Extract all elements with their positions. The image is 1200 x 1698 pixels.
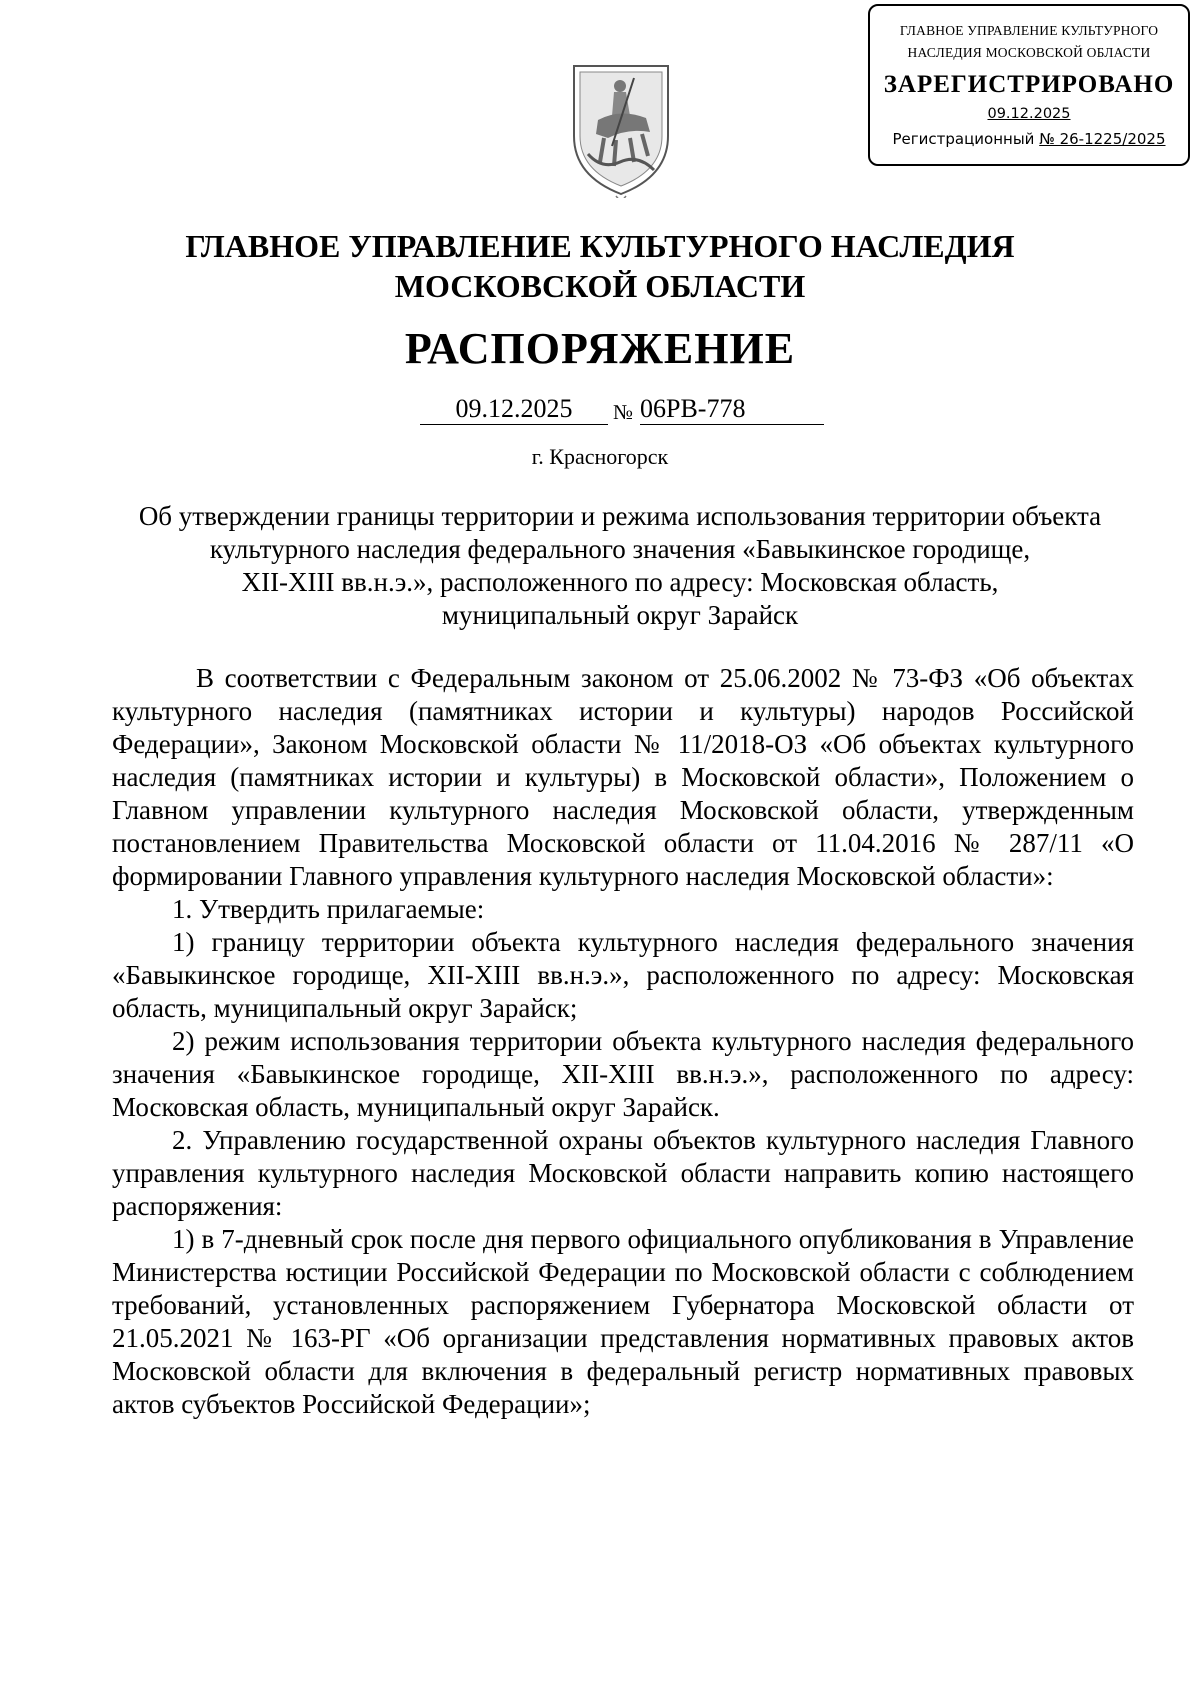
stamp-status: ЗАРЕГИСТРИРОВАНО [883,71,1175,98]
preamble-paragraph: В соответствии с Федеральным законом от 25.06.2002 № 73-ФЗ «Об объектах культурного наследия (памятниках истории и культуры) народов Российской Федерации», Законом Московской области № 11/2018-ОЗ «Об объектах культурного наследия (памятниках истории и культуры) в Московской области», Положением о Главном управлении культурного наследия Московской области, утвержденным постановлением Правительства Московской области от 11.04.2016 № 287/11 «О формировании Главного управления культурного наследия Московской области»: [112,663,1134,891]
stamp-reg-value: № 26-1225/2025 [1039,130,1166,148]
registration-stamp [868,4,1190,166]
subject-line-3: XII-XIII вв.н.э.», расположенного по адресу: Московская область, [241,567,999,597]
agency-name [0,226,1200,306]
document-type: РАСПОРЯЖЕНИЕ [404,324,796,373]
stamp-org-line-1: ГЛАВНОЕ УПРАВЛЕНИЕ КУЛЬТУРНОГО [899,23,1159,38]
document-date: 09.12.2025 [420,394,608,425]
agency-name-line-1: ГЛАВНОЕ УПРАВЛЕНИЕ КУЛЬТУРНОГО НАСЛЕДИЯ [185,228,1015,264]
stamp-reg-label: Регистрационный [892,130,1035,148]
paragraph-item-2-1: 1) в 7-дневный срок после дня первого официального опубликования в Управление Министерства юстиции Российской Федерации по Московской области с соблюдением требований, установленных распоряжением Губернатора Московской области от 21.05.2021 № 163-РГ «Об организации представления нормативных правовых актов Московской области для включения в федеральный регистр нормативных правовых актов субъектов Российской Федерации»; [112,1224,1134,1419]
stamp-date: 09.12.2025 [987,106,1071,122]
document-subject [110,500,1130,632]
coat-of-arms-icon [568,58,674,198]
subject-line-1: Об утверждении границы территории и режима использования территории объекта [138,501,1102,531]
subject-line-2: культурного наследия федерального значения «Бавыкинское городище, [209,534,1031,564]
number-sign: № [612,400,634,424]
agency-name-line-2: МОСКОВСКОЙ ОБЛАСТИ [394,268,806,304]
paragraph-item-1-2: 2) режим использования территории объекта культурного наследия федерального значения «Бавыкинское городище, XII-XIII вв.н.э.», расположенного по адресу: Московская область, муниципальный округ Зарайск. [112,1026,1134,1122]
paragraph-item-1-1: 1) границу территории объекта культурного наследия федерального значения «Бавыкинское городище, XII-XIII вв.н.э.», расположенного по адресу: Московская область, муниципальный округ Зарайск; [112,927,1134,1023]
document-number [640,394,824,425]
paragraph-item-1: 1. Утвердить прилагаемые: [172,894,485,924]
city: г. Красногорск [531,444,669,469]
stamp-reg-number [870,130,1188,148]
stamp-org-line-2: НАСЛЕДИЯ МОСКОВСКОЙ ОБЛАСТИ [907,45,1151,60]
date-number-line [0,394,1200,434]
subject-line-4: муниципальный округ Зарайск [441,600,799,630]
paragraph-item-2: 2. Управлению государственной охраны объектов культурного наследия Главного управления культурного наследия Московской области направить копию настоящего распоряжения: [112,1125,1134,1221]
document-body [112,662,1134,1421]
document-number-value: 06РВ-778 [640,394,746,423]
